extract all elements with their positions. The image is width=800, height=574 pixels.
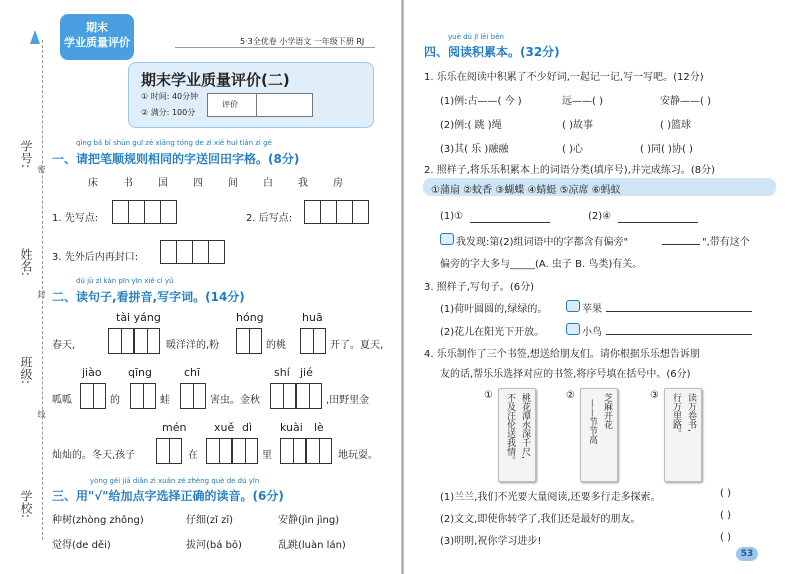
class-label: 班级: — [19, 356, 33, 385]
s1-title: 一、请把笔顺规则相同的字送回田字格。(8分) — [52, 152, 300, 166]
s2-r2-c: 蛙 — [160, 395, 170, 406]
s2-r3-b: 在 — [188, 450, 198, 461]
q1-r1-a[interactable]: (1)例:古——( 今 ) — [440, 96, 522, 107]
bookmark-2[interactable] — [580, 388, 618, 482]
s4-title: 四、阅读积累本。(32分) — [424, 45, 560, 59]
write-box[interactable] — [108, 328, 134, 354]
write-box[interactable] — [134, 328, 160, 354]
q3-item-2: (2)花儿在阳光下开放。 — [440, 327, 545, 338]
s1-q1: 1. 先写点: — [52, 213, 99, 224]
q2-blank-1: (1)① — [440, 211, 464, 222]
s1-q3-grid[interactable] — [160, 240, 225, 264]
q3-text: 3. 照样子,写句子。(6分) — [424, 282, 535, 293]
s2-py-di: dì — [242, 421, 253, 434]
q2-word-bar — [423, 178, 776, 196]
s1-pinyin: qǐng bǎ bǐ shùn guī zé xiāng tóng de zì xiě huí tián zì gé — [76, 139, 272, 147]
s1-q2: 2. 后写点: — [246, 213, 293, 224]
s1-char: 国 — [158, 178, 168, 189]
s2-r3-d: 地玩耍。 — [338, 450, 378, 461]
write-box[interactable] — [156, 438, 182, 464]
full-score: ② 满分: 100分 — [141, 108, 196, 117]
q1-r1-b[interactable]: 远——( ) — [562, 96, 603, 107]
page-fold — [401, 0, 404, 574]
page-title: 期末学业质量评价(二) — [141, 71, 290, 89]
q1-text: 1. 乐乐在阅读中积累了不少好词,一起记一记,写一写吧。(12分) — [424, 72, 704, 83]
s2-r1-a: 春天, — [52, 340, 76, 351]
s2-py-qing: qīng — [128, 366, 152, 379]
evaluation-label: 评价 — [222, 100, 238, 109]
write-box[interactable] — [236, 328, 262, 354]
q1-r2-a[interactable]: (2)例:( 跳 )绳 — [440, 120, 502, 131]
write-box[interactable] — [270, 383, 296, 409]
s2-r2-b: 的 — [110, 395, 120, 406]
s3-title: 三、用"√"给加点字选择正确的读音。(6分) — [52, 489, 284, 503]
s1-char: 间 — [228, 178, 238, 189]
q2-text: 2. 照样子,将乐乐积累本上的词语分类(填序号),并完成练习。(8分) — [424, 165, 716, 176]
s4-pinyin: yuè dú jī lěi běn — [448, 33, 504, 41]
exam-badge — [60, 14, 134, 60]
s2-py-jie: jié — [300, 366, 313, 379]
s2-r2-a: 呱呱 — [52, 395, 72, 406]
write-box[interactable] — [296, 383, 322, 409]
s2-py-chi: chī — [184, 366, 201, 379]
s2-r3-a: 灿灿的。冬天,孩子 — [52, 450, 136, 461]
bm1-col2: 不及汪伦送我情。 — [505, 393, 515, 465]
s3-item[interactable]: 乱跳(luàn lán) — [278, 540, 346, 551]
cartoon-icon — [566, 323, 580, 335]
q1-r3-c[interactable]: ( )同( )协( ) — [640, 144, 693, 155]
q4-paren-3[interactable]: ( ) — [720, 532, 731, 543]
s2-py-jiao: jiào — [82, 366, 102, 379]
s2-py-le: lè — [314, 421, 324, 434]
s2-r3-c: 里 — [262, 450, 272, 461]
evaluation-box[interactable] — [207, 93, 313, 117]
time-limit: ① 时间: 40分钟 — [141, 92, 199, 101]
cartoon-icon — [440, 233, 454, 245]
write-box[interactable] — [280, 438, 306, 464]
q3-item-2b: 小鸟 — [582, 327, 602, 338]
seal-mark-3: 线 — [37, 410, 46, 418]
q1-r3-b[interactable]: ( )心 — [562, 144, 583, 155]
s2-py-men: mén — [162, 421, 187, 434]
s1-char: 四 — [193, 178, 203, 189]
s1-char-list — [88, 174, 343, 189]
q2-find-2: ",带有这个 — [702, 237, 750, 248]
student-no-label: 学号: — [19, 140, 33, 169]
q4-paren-2[interactable]: ( ) — [720, 510, 731, 521]
bookmark-label-3: ③ — [650, 390, 659, 401]
s2-title: 二、读句子,看拼音,写字词。(14分) — [52, 290, 245, 304]
s3-item[interactable]: 种树(zhòng zhǒng) — [52, 515, 144, 526]
q4-item-3: (3)明明,祝你学习进步! — [440, 536, 542, 547]
q4-text: 4. 乐乐制作了三个书签,想送给朋友们。请你根据乐乐想告诉朋 — [424, 349, 700, 360]
q4-text-2: 友的话,帮乐乐选择对应的书签,将序号填在括号中。(6分) — [440, 369, 691, 380]
q4-paren-1[interactable]: ( ) — [720, 488, 731, 499]
s2-r2-d: 害虫。金秋 — [210, 395, 260, 406]
q3-item-1: (1)荷叶圆圆的,绿绿的。 — [440, 304, 548, 315]
s2-r1-d: 开了。夏天, — [330, 340, 384, 351]
s2-py-hua: huā — [302, 311, 323, 324]
q3-answer-line-2[interactable] — [606, 334, 752, 335]
s1-char: 房 — [333, 178, 343, 189]
q2-blank-2: (2)④ — [588, 211, 612, 222]
badge-line-2: 学业质量评价 — [64, 36, 130, 49]
bm3-col1: 读万卷书, — [686, 393, 696, 432]
write-box[interactable] — [180, 383, 206, 409]
q1-r2-b[interactable]: ( )故事 — [562, 120, 593, 131]
bm2-col2: ——节节高 — [587, 399, 597, 444]
s3-item[interactable]: 觉得(de děi) — [52, 540, 111, 551]
q3-item-1b: 苹果 — [582, 304, 602, 315]
bookmark-3[interactable] — [664, 388, 702, 482]
q2-words: ①蒲扇 ②蚊香 ③蝴蝶 ④蜻蜓 ⑤凉席 ⑥蚂蚁 — [431, 185, 621, 196]
write-box[interactable] — [232, 438, 258, 464]
s1-q1-grid[interactable] — [112, 200, 177, 224]
s2-py-shi: shí — [274, 366, 290, 379]
q4-item-2: (2)文文,即使你转学了,我们还是最好的朋友。 — [440, 514, 641, 525]
bookmark-1[interactable] — [498, 388, 536, 482]
school-label: 学校: — [19, 490, 33, 519]
cartoon-icon — [566, 300, 580, 312]
s1-char: 白 — [263, 178, 273, 189]
s1-char: 书 — [123, 178, 133, 189]
s2-r1-c: 的桃 — [266, 340, 286, 351]
write-box[interactable] — [206, 438, 232, 464]
badge-line-1: 期末 — [86, 21, 108, 34]
bookmark-label-1: ① — [484, 390, 493, 401]
evaluation-divider — [256, 94, 257, 116]
header-box — [128, 62, 374, 128]
s2-py-taiyang: tài yáng — [116, 311, 161, 324]
bm3-col2: 行万里路。 — [671, 393, 681, 438]
write-box[interactable] — [80, 383, 106, 409]
q2-radical-blank[interactable] — [662, 244, 700, 245]
s1-char: 床 — [88, 178, 98, 189]
q2-find-1: 我发现:第(2)组词语中的字都含有偏旁" — [456, 237, 629, 248]
series-label: 5·3全优卷 小学语文 一年级下册 RJ — [240, 37, 365, 46]
seal-mark-1: 密 — [37, 165, 46, 173]
s1-char: 我 — [298, 178, 308, 189]
write-box[interactable] — [306, 438, 332, 464]
q2-find-3: 偏旁的字大多与_____(A. 虫子 B. 鸟类)有关。 — [440, 259, 643, 270]
header-rule — [175, 47, 375, 48]
bm2-col1: 芝麻开花 — [602, 393, 612, 429]
s2-pinyin: dú jù zi kàn pīn yīn xiě cí yǔ — [76, 277, 174, 285]
s3-pinyin: yòng gěi jiā diǎn zì xuǎn zé zhèng què de dú yīn — [90, 477, 260, 485]
s2-py-xue: xuě — [214, 421, 235, 434]
s3-item[interactable]: 仔细(zǐ zī) — [186, 515, 234, 526]
bookmark-label-2: ② — [566, 390, 575, 401]
q1-r1-c[interactable]: 安静——( ) — [660, 96, 711, 107]
q3-answer-line-1[interactable] — [606, 311, 752, 312]
s1-q2-grid[interactable] — [304, 200, 369, 224]
q2-answer-line-2[interactable] — [618, 222, 698, 223]
write-box[interactable] — [300, 328, 326, 354]
q1-r2-c[interactable]: ( )篮球 — [660, 120, 691, 131]
write-box[interactable] — [130, 383, 156, 409]
s2-py-hong: hóng — [236, 311, 264, 324]
q1-r3-a[interactable]: (3)其( 乐 )融融 — [440, 144, 509, 155]
s2-py-kuai: kuài — [280, 421, 303, 434]
q2-answer-line-1[interactable] — [470, 222, 550, 223]
name-label: 姓名: — [19, 248, 33, 277]
q4-item-1: (1)兰兰,我们不光要大量阅读,还要多行走多探索。 — [440, 492, 661, 503]
s2-r2-e: ,田野里金 — [326, 395, 370, 406]
s3-item[interactable]: 拔河(bá bō) — [186, 540, 242, 551]
seal-line — [42, 40, 43, 540]
rocket-icon — [30, 30, 40, 44]
s1-q3: 3. 先外后内再封口: — [52, 252, 139, 263]
s3-item[interactable]: 安静(jìn jìng) — [278, 515, 340, 526]
s2-r1-b: 暖洋洋的,粉 — [166, 340, 220, 351]
seal-mark-2: 封 — [37, 290, 46, 298]
page-number: 53 — [736, 547, 758, 561]
bm1-col1: 桃花潭水深千尺, — [520, 393, 530, 459]
